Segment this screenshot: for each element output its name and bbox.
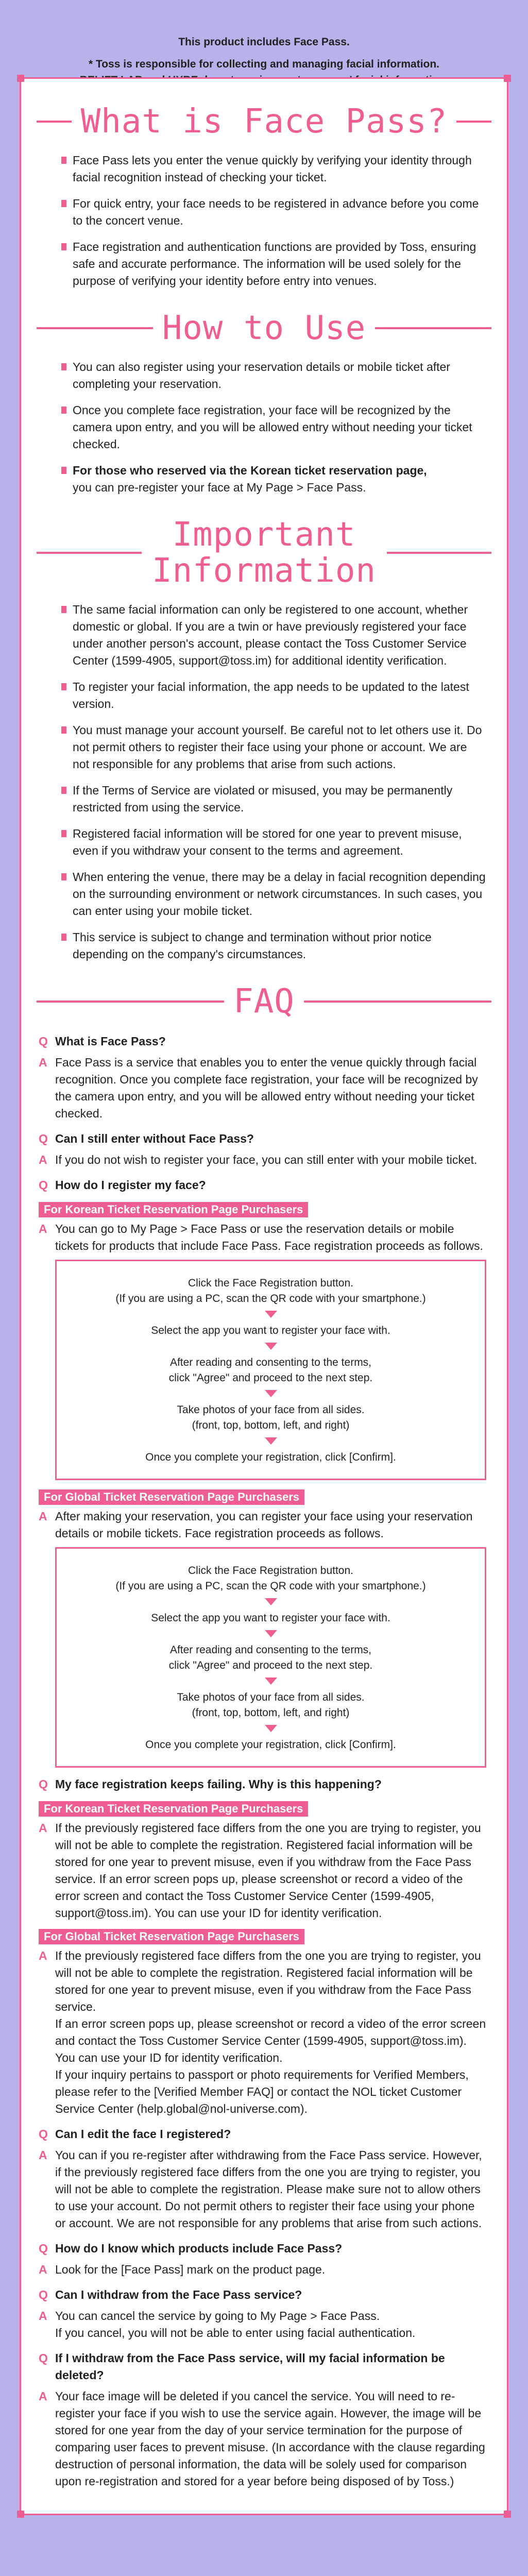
tag-korean: For Korean Ticket Reservation Page Purchasers [39,1202,308,1217]
faq-answer: A Look for the [Face Pass] mark on the product page. [39,2263,326,2276]
faq-answer: A If the previously registered face differs from the one you are trying to register, you will not be able to complete the registration. Registered facial information will be stored for one year to prevent misuse, even if you withdraw from the Face Pass service. If an error screen pops up, please screenshot or record a video of the error screen and contact the Toss Customer Service Center (1599-4905, support@toss.im). You can use your ID for identity verification. If your inquiry pertains to passport or photo requirements for Verified Members, please refer to the [Verified Member FAQ] or contact the NOL ticket Customer Service Center (help.global@nol-universe.com). [39,1949,486,2115]
faq-answer: A If the previously registered face differs from the one you are trying to register, you will not be able to complete the registration. Registered facial information will be stored for one year to prevent misuse, even if you withdraw from the Face Pass service. If an error screen pops up, please screenshot or record a video of the error screen and contact the Toss Customer Service Center (1599-4905, support@toss.im). You can use your ID for identity verification. [39,1821,481,1920]
faq-question: Q Can I withdraw from the Face Pass service? [39,2288,302,2301]
section-heading-important [37,517,491,589]
flow-step: click "Agree" and proceed to the next step. [168,1659,373,1671]
down-arrow-icon [265,1725,277,1732]
down-arrow-icon [265,1598,277,1605]
list-item: Face registration and authentication functions are provided by Toss, ensuring safe and accurate performance. The information will be used solely for the purpose of verifying your identity before entry into venues. [73,239,486,290]
section-title-faq: FAQ [233,982,295,1021]
what-list [52,152,486,290]
faq-answer: A You can cancel the service by going to My Page > Face Pass. If you cancel, you will not be able to enter using facial authentication. [39,2309,416,2340]
list-item: Face Pass lets you enter the venue quickly by verifying your identity through facial recognition instead of checking your ticket. [73,152,486,186]
list-item: When entering the venue, there may be a delay in facial recognition depending on the surrounding environment or network circumstances. In such cases, you can enter using your mobile ticket. [73,869,486,920]
face-pass-panel [20,77,508,2515]
faq-answer: A You can if you re-register after withdrawing from the Face Pass service. However, if the previously registered face differs from the one you are trying to register, you will not be able to complete the registration. Please make sure not to allow others to use your account. Do not permit others to register their face using your phone or account. We are not responsible for any problems that arise from such actions. [39,2148,482,2230]
important-list [52,601,486,963]
faq-question: Q How do I register my face? [39,1178,206,1192]
section-title-important: Important Information [152,516,376,590]
faq-list [39,1033,486,2490]
down-arrow-icon [265,1343,277,1350]
faq-answer: A After making your reservation, you can register your face using your reservation details or mobile tickets. Face registration proceeds as follows. [39,1510,473,1540]
flow-step: After reading and consenting to the terms, [169,1644,372,1656]
registration-flow [55,1260,486,1480]
list-item: If the Terms of Service are violated or misused, you may be permanently restricted from using the service. [73,782,486,816]
corner-decoration [17,2511,24,2518]
faq-answer: A Face Pass is a service that enables you to enter the venue quickly through facial recognition. Once you complete face registration, your face will be recognized by the camera upon entry, and you will be allowed entry without needing your ticket checked. [39,1056,478,1120]
flow-step: (If you are using a PC, scan the QR code with your smartphone.) [115,1580,426,1592]
list-item [73,462,486,496]
faq-question: Q What is Face Pass? [39,1035,166,1048]
down-arrow-icon [265,1630,277,1637]
faq-question: Q Can I still enter without Face Pass? [39,1132,254,1145]
faq-answer: A You can go to My Page > Face Pass or use the reservation details or mobile tickets for products that include Face Pass. Face registration proceeds as follows. [39,1222,483,1252]
tag-global: For Global Ticket Reservation Page Purchasers [39,1489,304,1505]
flow-step: Once you complete your registration, click [Confirm]. [145,1451,396,1463]
tag-global: For Global Ticket Reservation Page Purchasers [39,1929,304,1944]
flow-step: (front, top, bottom, left, and right) [192,1707,350,1719]
how-list [52,359,486,496]
list-item: Registered facial information will be stored for one year to prevent misuse, even if you withdraw your consent to the terms and agreement. [73,825,486,859]
section-heading-what [37,104,491,140]
notice [0,0,528,77]
faq-question: Q If I withdraw from the Face Pass service, will my facial information be deleted? [39,2351,445,2382]
list-item: You must manage your account yourself. Be careful not to let others use it. Do not permit others to register their face using your phone or account. We are not responsible for any problems that arise from such actions. [73,722,486,773]
flow-step: Once you complete your registration, click [Confirm]. [145,1739,396,1751]
flow-step: (If you are using a PC, scan the QR code with your smartphone.) [115,1293,426,1304]
flow-step: Select the app you want to register your face with. [151,1325,390,1336]
faq-question: Q My face registration keeps failing. Why is this happening? [39,1777,382,1791]
faq-answer: A If you do not wish to register your face, you can still enter with your mobile ticket. [39,1153,478,1166]
faq-question: Q How do I know which products include Face Pass? [39,2242,343,2255]
down-arrow-icon [265,1390,277,1397]
list-item: This service is subject to change and termination without prior notice depending on the company's circumstances. [73,929,486,963]
faq-question: Q Can I edit the face I registered? [39,2127,231,2141]
tag-korean: For Korean Ticket Reservation Page Purchasers [39,1801,308,1817]
section-title-what: What is Face Pass? [80,103,448,141]
flow-step: Click the Face Registration button. [188,1277,353,1289]
list-item: The same facial information can only be registered to one account, whether domestic or global. If you are a twin or have previously registered your face under another person's account, please contact the Toss Customer Service Center (1599-4905, support@toss.im) for additional identity verification. [73,601,486,669]
section-heading-faq [37,984,491,1020]
flow-step: Take photos of your face from all sides. [177,1404,365,1416]
flow-step: Select the app you want to register your face with. [151,1612,390,1624]
down-arrow-icon [265,1437,277,1445]
list-item: Once you complete face registration, your face will be recognized by the camera upon entry, and you will be allowed entry without needing your ticket checked. [73,402,486,453]
flow-step: After reading and consenting to the terms, [169,1357,372,1368]
down-arrow-icon [265,1311,277,1318]
flow-step: (front, top, bottom, left, and right) [192,1419,350,1431]
down-arrow-icon [265,1677,277,1685]
section-title-how: How to Use [162,309,366,347]
notice-line-2: * Toss is responsible for collecting and managing facial information. [88,58,440,70]
flow-step: Click the Face Registration button. [188,1565,353,1577]
list-item: For quick entry, your face needs to be registered in advance before you come to the concert venue. [73,195,486,229]
flow-step: click "Agree" and proceed to the next step. [168,1372,373,1384]
bold-note: For those who reserved via the Korean ticket reservation page, [73,464,427,477]
list-item: You can also register using your reservation details or mobile ticket after completing your reservation. [73,359,486,393]
corner-decoration [504,2511,511,2518]
list-item: To register your facial information, the app needs to be updated to the latest version. [73,679,486,713]
registration-flow [55,1547,486,1768]
corner-decoration [504,75,511,82]
notice-line-1: This product includes Face Pass. [178,36,350,48]
section-heading-how [37,310,491,346]
flow-step: Take photos of your face from all sides. [177,1691,365,1703]
note-rest: you can pre-register your face at My Page > Face Pass. [73,481,366,494]
corner-decoration [17,75,24,82]
faq-answer: A Your face image will be deleted if you cancel the service. You will need to re-register your face if you wish to use the service again. However, the image will be stored for one year from the day of your service termination for the purpose of comparing user faces to prevent misuse. (In accordance with the clause regarding destruction of personal information, the data will be solely used for comparison upon re-registration and stored for a year before being disposed of by Toss.) [39,2389,485,2488]
